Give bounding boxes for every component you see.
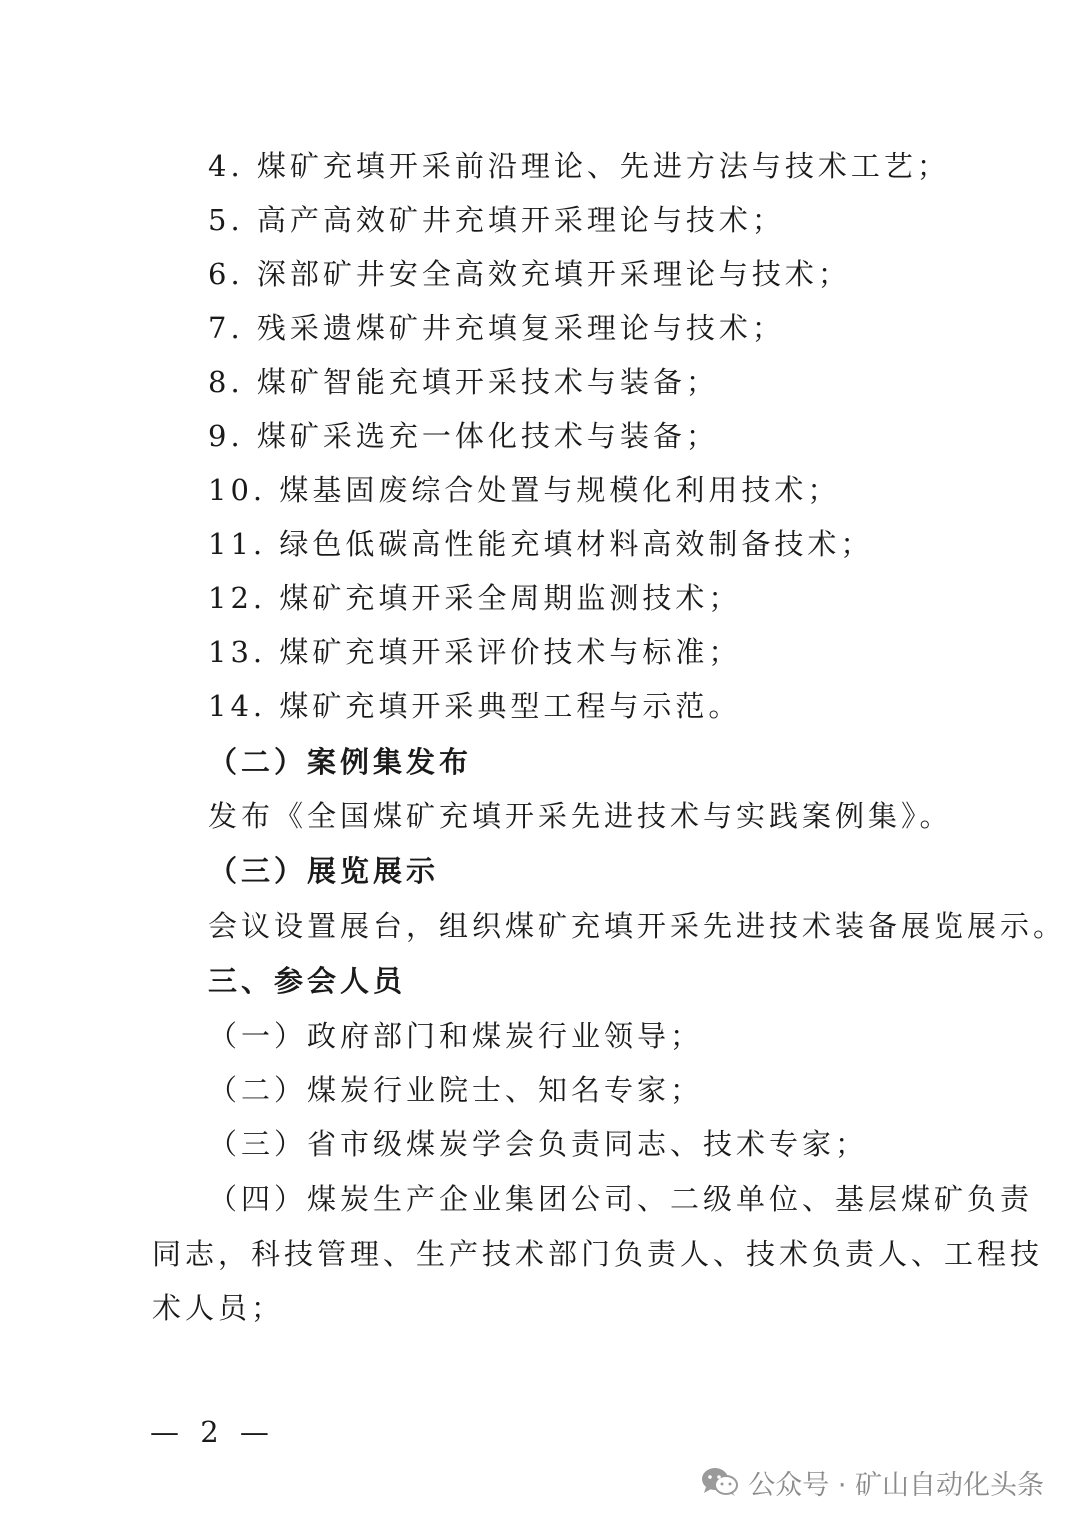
list-item-12: 12. 煤矿充填开采全周期监测技术；	[208, 581, 742, 615]
attendee-item-2: （二）煤炭行业院士、知名专家；	[208, 1073, 704, 1107]
page-number: — 2 —	[150, 1415, 275, 1449]
watermark	[700, 1462, 1044, 1502]
list-item-14: 14. 煤矿充填开采典型工程与示范。	[208, 689, 742, 723]
list-item-5: 5. 高产高效矿井充填开采理论与技术；	[208, 203, 785, 237]
list-item-11: 11. 绿色低碳高性能充填材料高效制备技术；	[208, 527, 874, 561]
attendee-item-4-continued: 同志，科技管理、生产技术部门负责人、技术负责人、工程技	[152, 1237, 1044, 1271]
list-item-8: 8. 煤矿智能充填开采技术与装备；	[208, 365, 719, 399]
list-item-6: 6. 深部矿井安全高效充填开采理论与技术；	[208, 257, 851, 291]
attendee-item-1: （一）政府部门和煤炭行业领导；	[208, 1019, 704, 1053]
attendee-item-3: （三）省市级煤炭学会负责同志、技术专家；	[208, 1127, 869, 1161]
list-item-10: 10. 煤基固废综合处置与规模化利用技术；	[208, 473, 841, 507]
paragraph-case-collection: 发布《全国煤矿充填开采先进技术与实践案例集》。	[208, 799, 953, 833]
attendee-item-4-end: 术人员；	[152, 1291, 285, 1325]
list-item-7: 7. 残采遗煤矿井充填复采理论与技术；	[208, 311, 785, 345]
section-heading-attendees: 三、参会人员	[208, 964, 407, 998]
wechat-icon	[700, 1466, 740, 1498]
attendee-item-4: （四）煤炭生产企业集团公司、二级单位、基层煤矿负责	[208, 1182, 1034, 1216]
watermark-text: 公众号 · 矿山自动化头条	[748, 1469, 1044, 1501]
paragraph-exhibition: 会议设置展台，组织煤矿充填开采先进技术装备展览展示。	[208, 909, 1067, 943]
section-heading-case-collection: （二）案例集发布	[208, 745, 473, 779]
list-item-4: 4. 煤矿充填开采前沿理论、先进方法与技术工艺；	[208, 149, 950, 183]
section-heading-exhibition: （三）展览展示	[208, 854, 440, 888]
list-item-13: 13. 煤矿充填开采评价技术与标准；	[208, 635, 742, 669]
list-item-9: 9. 煤矿采选充一体化技术与装备；	[208, 419, 719, 453]
